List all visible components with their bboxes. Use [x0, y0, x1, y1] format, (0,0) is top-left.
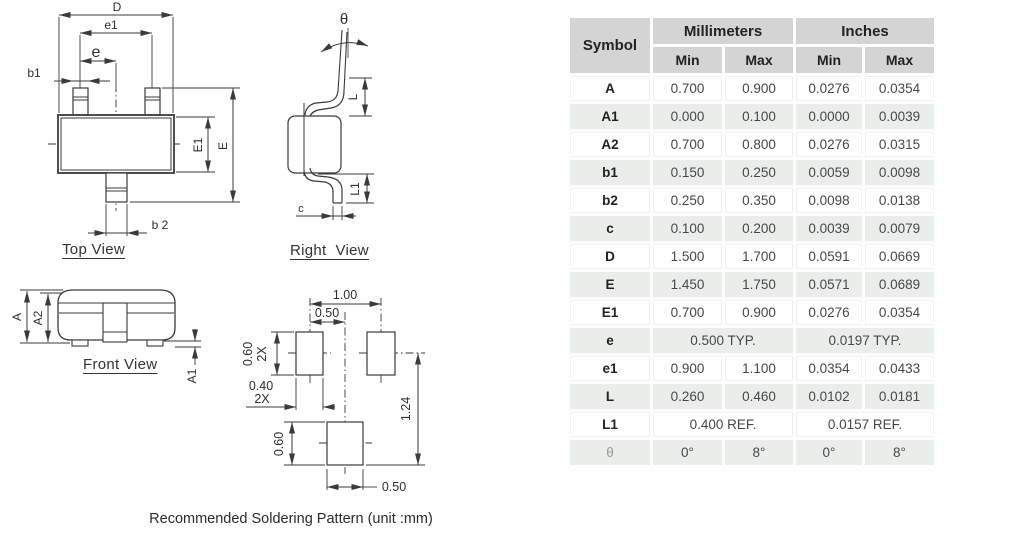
value-cell: 0.0138 — [865, 188, 934, 213]
value-cell: 0.0039 — [865, 104, 934, 129]
dim-label-half-pitch: 0.50 — [314, 306, 340, 320]
dim-label-e: e — [91, 44, 101, 61]
table-row — [570, 328, 934, 353]
value-cell: 0.0591 — [796, 244, 862, 269]
value-cell: 0.0102 — [796, 384, 862, 409]
symbol-cell: D — [570, 244, 650, 269]
dim-label-A2: A2 — [31, 310, 45, 326]
dim-label-A1: A1 — [185, 368, 199, 384]
dim-label-L1: L1 — [348, 182, 362, 196]
dimensions-table — [567, 15, 937, 468]
dim-label-D: D — [112, 0, 122, 14]
symbol-cell: A — [570, 76, 650, 101]
value-cell: 8° — [725, 440, 793, 465]
dim-label-L: L — [346, 93, 360, 101]
right-view-drawing — [288, 11, 374, 220]
value-cell: 1.450 — [653, 272, 722, 297]
value-cell: 0.700 — [653, 76, 722, 101]
value-cell: 0.200 — [725, 216, 793, 241]
table-row — [570, 132, 934, 157]
front-view-label: Front View — [83, 356, 158, 373]
symbol-cell: L1 — [570, 412, 650, 437]
value-cell: 1.500 — [653, 244, 722, 269]
value-cell: 0° — [796, 440, 862, 465]
value-cell: 0.250 — [653, 188, 722, 213]
value-cell: 0.0098 — [865, 160, 934, 185]
symbol-cell: b2 — [570, 188, 650, 213]
value-cell: 0.400 REF. — [653, 412, 793, 437]
value-cell: 0.350 — [725, 188, 793, 213]
dim-label-A: A — [10, 312, 24, 322]
value-cell: 0.250 — [725, 160, 793, 185]
value-cell: 0.900 — [725, 76, 793, 101]
dim-label-theta: θ — [339, 11, 349, 28]
value-cell: 0.0433 — [865, 356, 934, 381]
value-cell: 0.0197 TYP. — [796, 328, 934, 353]
value-cell: 0.900 — [653, 356, 722, 381]
value-cell: 0.500 TYP. — [653, 328, 793, 353]
value-cell: 1.750 — [725, 272, 793, 297]
dim-label-b1: b1 — [27, 66, 41, 80]
value-cell: 0.0276 — [796, 300, 862, 325]
symbol-cell: E1 — [570, 300, 650, 325]
symbol-cell: θ — [570, 440, 650, 465]
symbol-cell: A1 — [570, 104, 650, 129]
dimensions-table-container — [567, 15, 937, 468]
value-cell: 0.0181 — [865, 384, 934, 409]
dim-label-c: c — [298, 203, 304, 215]
value-cell: 0.0000 — [796, 104, 862, 129]
value-cell: 0.0098 — [796, 188, 862, 213]
value-cell: 0.0669 — [865, 244, 934, 269]
table-row — [570, 440, 934, 465]
value-cell: 0.0276 — [796, 76, 862, 101]
dim-label-vertical-span: 1.24 — [399, 396, 413, 422]
value-cell: 0.0079 — [865, 216, 934, 241]
value-cell: 0.0571 — [796, 272, 862, 297]
value-cell: 0.0354 — [865, 300, 934, 325]
symbol-cell: e — [570, 328, 650, 353]
value-cell: 0° — [653, 440, 722, 465]
symbol-cell: b1 — [570, 160, 650, 185]
top-view-label: Top View — [62, 241, 125, 258]
table-row — [570, 160, 934, 185]
value-cell: 0.0157 REF. — [796, 412, 934, 437]
header-mm-min: Min — [653, 47, 722, 73]
soldering-pattern-drawing — [241, 288, 425, 494]
dim-label-E: E — [216, 141, 230, 151]
value-cell: 1.700 — [725, 244, 793, 269]
table-row — [570, 188, 934, 213]
value-cell: 0.0354 — [865, 76, 934, 101]
dim-label-b2: b 2 — [151, 218, 169, 232]
table-row — [570, 216, 934, 241]
symbol-cell: L — [570, 384, 650, 409]
value-cell: 0.900 — [725, 300, 793, 325]
value-cell: 0.100 — [653, 216, 722, 241]
symbol-cell: e1 — [570, 356, 650, 381]
header-symbol: Symbol — [570, 18, 650, 73]
header-in-max: Max — [865, 47, 934, 73]
header-in-min: Min — [796, 47, 862, 73]
value-cell: 0.0315 — [865, 132, 934, 157]
value-cell: 0.260 — [653, 384, 722, 409]
value-cell: 0.460 — [725, 384, 793, 409]
value-cell: 0.800 — [725, 132, 793, 157]
dim-label-pitch: 1.00 — [332, 288, 358, 302]
value-cell: 0.0689 — [865, 272, 934, 297]
dim-label-E1: E1 — [191, 137, 205, 153]
soldering-pattern-caption: Recommended Soldering Pattern (unit :mm) — [149, 511, 433, 527]
symbol-cell: c — [570, 216, 650, 241]
dim-label-pad-height: 0.60 — [241, 341, 255, 367]
symbol-cell: E — [570, 272, 650, 297]
value-cell: 1.100 — [725, 356, 793, 381]
table-row — [570, 356, 934, 381]
dim-label-pad-height-qty: 2X — [255, 346, 269, 362]
table-row — [570, 272, 934, 297]
dim-label-pad-width: 0.40 — [248, 379, 274, 393]
header-mm-max: Max — [725, 47, 793, 73]
table-header — [570, 18, 934, 73]
value-cell: 0.0059 — [796, 160, 862, 185]
value-cell: 0.150 — [653, 160, 722, 185]
value-cell: 0.100 — [725, 104, 793, 129]
value-cell: 0.0039 — [796, 216, 862, 241]
table-row — [570, 244, 934, 269]
value-cell: 8° — [865, 440, 934, 465]
table-row — [570, 300, 934, 325]
dim-label-bottom-pad-height: 0.60 — [272, 431, 286, 457]
value-cell: 0.700 — [653, 300, 722, 325]
dimensions-table-body — [570, 76, 934, 465]
value-cell: 0.700 — [653, 132, 722, 157]
dim-label-bottom-pad-width: 0.50 — [381, 480, 407, 494]
table-row — [570, 384, 934, 409]
right-view-label: Right View — [290, 242, 369, 259]
value-cell: 0.0276 — [796, 132, 862, 157]
value-cell: 0.000 — [653, 104, 722, 129]
header-inches: Inches — [796, 18, 934, 44]
header-millimeters: Millimeters — [653, 18, 793, 44]
symbol-cell: A2 — [570, 132, 650, 157]
top-view-drawing — [27, 0, 240, 236]
value-cell: 0.0354 — [796, 356, 862, 381]
table-row — [570, 76, 934, 101]
dim-label-pad-width-qty: 2X — [254, 392, 270, 406]
table-row — [570, 104, 934, 129]
dim-label-e1: e1 — [104, 18, 118, 32]
table-row — [570, 412, 934, 437]
